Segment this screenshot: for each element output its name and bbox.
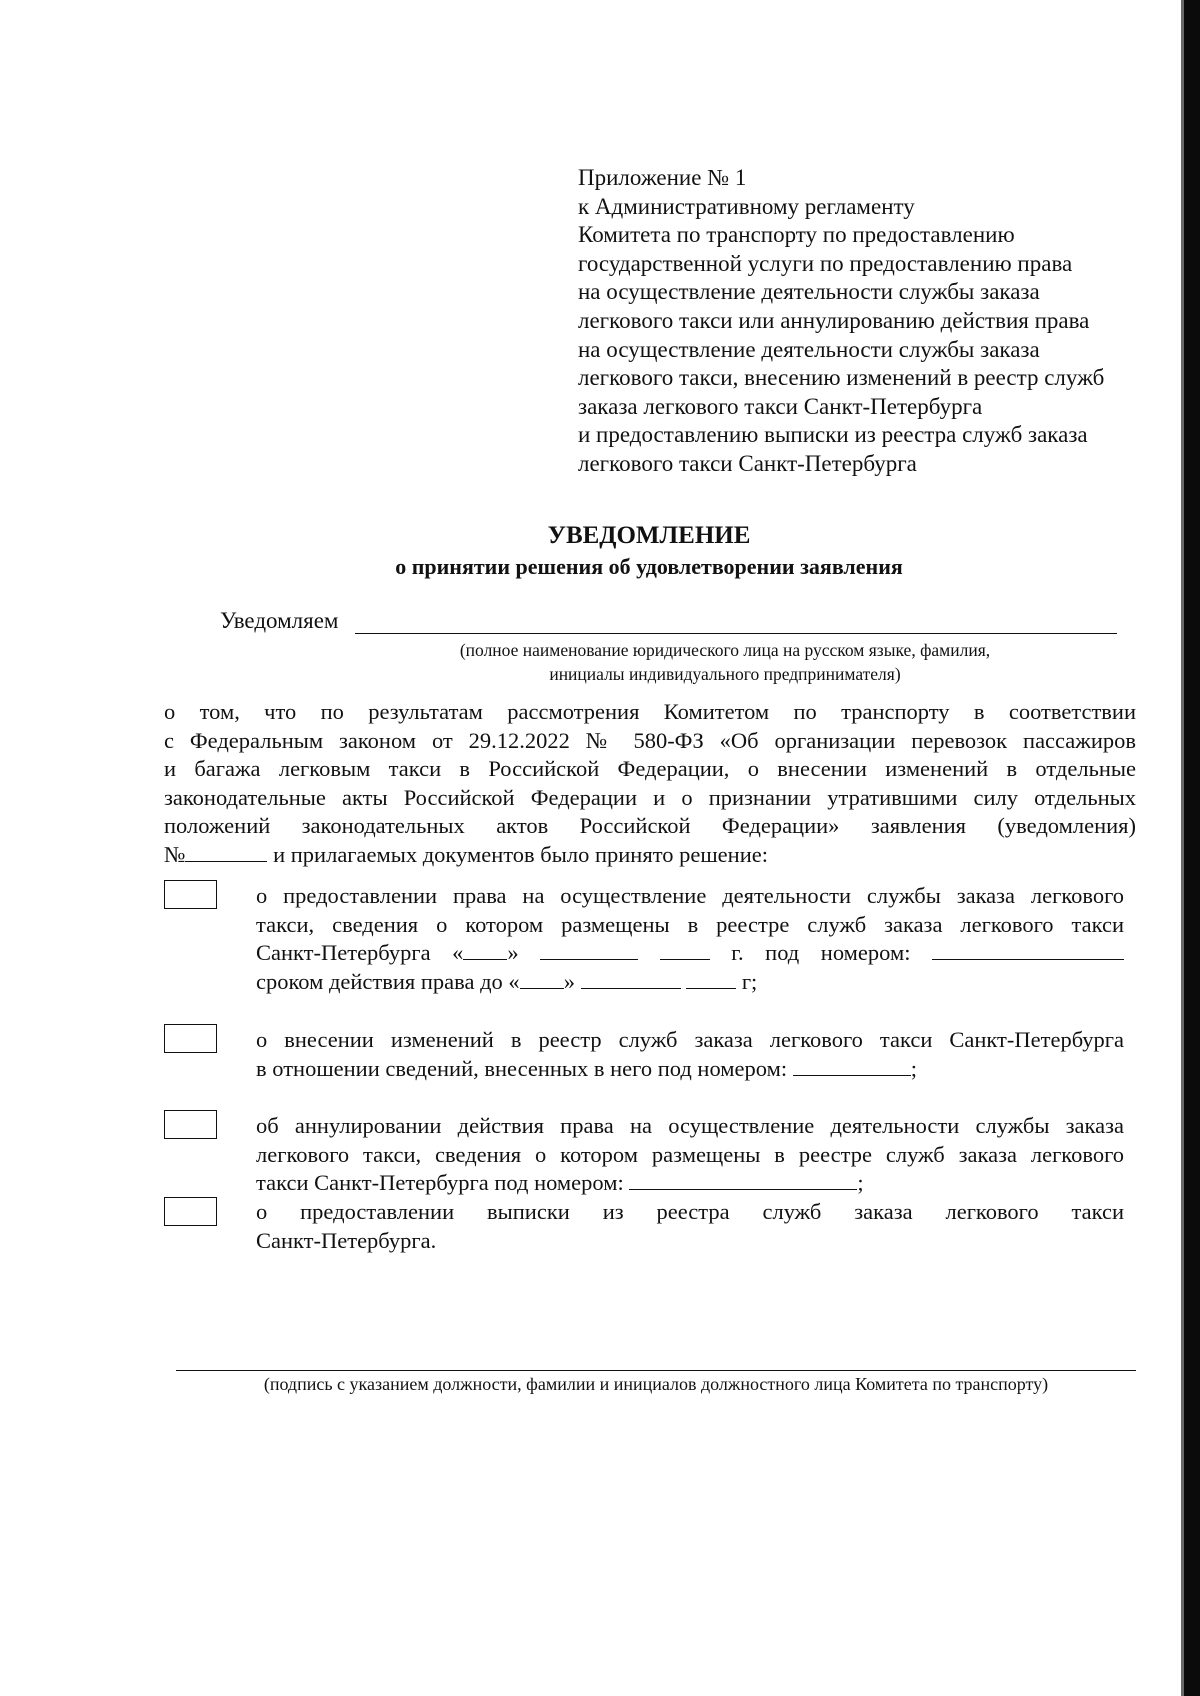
annul-line: легкового такси, сведения о котором размещены в реестре служб заказа легкового <box>256 1141 1124 1167</box>
grant-line: такси, сведения о котором размещены в реестре служб заказа легкового такси <box>256 911 1124 937</box>
appendix-line: на осуществление деятельности службы заказа <box>578 279 1040 305</box>
grant-number-label: г. под номером: <box>731 940 911 966</box>
appendix-line: и предоставлению выписки из реестра служб заказа <box>578 422 1088 448</box>
validity-month-field[interactable] <box>581 968 681 989</box>
signature-field[interactable] <box>176 1370 1136 1371</box>
body-paragraph <box>164 698 1136 870</box>
body-line: о том, что по результатам рассмотрения Комитетом по транспорту в соответствии <box>164 699 1136 724</box>
extract-line: о предоставлении выписки из реестра служб заказа легкового такси <box>256 1199 1124 1224</box>
body-line-last <box>164 841 1136 870</box>
document-title: УВЕДОМЛЕНИЕ <box>547 522 751 549</box>
grant-line: о предоставлении права на осуществление деятельности службы заказа легкового <box>256 883 1124 908</box>
validity-year-suffix: г; <box>741 968 758 994</box>
appendix-line: к Административному регламенту <box>578 193 915 219</box>
extract-line: Санкт-Петербурга. <box>256 1227 437 1253</box>
annul-checkbox[interactable] <box>164 1110 217 1139</box>
scan-edge <box>1184 0 1200 1696</box>
appendix-line: легкового такси или аннулированию действия права <box>578 307 1090 333</box>
extract-checkbox[interactable] <box>164 1197 217 1226</box>
grant-line-validity <box>256 968 1124 997</box>
grant-year-field[interactable] <box>660 939 710 960</box>
change-line-number <box>256 1055 1124 1084</box>
appendix-line: легкового такси, внесению изменений в реестр служб <box>578 365 1105 391</box>
appendix-line: Комитета по транспорту по предоставлению <box>578 222 1015 248</box>
annul-line: об аннулировании действия права на осуществление деятельности службы заказа <box>256 1113 1124 1138</box>
validity-year-field[interactable] <box>686 968 736 989</box>
grant-line-date <box>256 939 1124 968</box>
appendix-line: Приложение № 1 <box>578 165 747 190</box>
document-subtitle: о принятии решения об удовлетворении заявления <box>395 554 903 579</box>
change-line-end: ; <box>910 1055 917 1081</box>
grant-option-text <box>256 882 1124 996</box>
body-line: с Федеральным законом от 29.12.2022 № 580-ФЗ «Об организации перевозок пассажиров <box>164 727 1136 753</box>
appendix-block <box>578 164 1138 479</box>
grant-date-prefix: Санкт-Петербурга « <box>256 940 464 966</box>
change-checkbox[interactable] <box>164 1024 217 1053</box>
grant-day-field[interactable] <box>463 939 507 960</box>
change-number-field[interactable] <box>793 1055 911 1076</box>
extract-option-text <box>256 1198 1124 1255</box>
grant-month-field[interactable] <box>540 939 638 960</box>
change-line: о внесении изменений в реестр служб заказа легкового такси Санкт-Петербурга <box>256 1027 1124 1052</box>
validity-prefix: сроком действия права до « <box>256 968 520 994</box>
grant-number-field[interactable] <box>932 939 1124 960</box>
appendix-line: легкового такси Санкт-Петербурга <box>578 450 917 476</box>
recipient-name-field[interactable] <box>355 633 1117 634</box>
recipient-hint-line2: инициалы индивидуального предпринимателя) <box>549 664 901 684</box>
appendix-line: на осуществление деятельности службы заказа <box>578 336 1040 362</box>
body-line: и багажа легковым такси в Российской Федерации, о внесении изменений в отдельные <box>164 756 1136 782</box>
appendix-line: заказа легкового такси Санкт-Петербурга <box>578 393 983 419</box>
body-line: законодательные акты Российской Федерации и о признании утратившими силу отдельных <box>164 784 1136 810</box>
body-line-suffix: и прилагаемых документов было принято решение: <box>267 841 768 867</box>
annul-number-field[interactable] <box>629 1169 857 1190</box>
grant-date-close: » <box>507 940 519 966</box>
appendix-line: государственной услуги по предоставлению права <box>578 250 1073 276</box>
change-option-text <box>256 1026 1124 1083</box>
recipient-hint-line1: (полное наименование юридического лица на русском языке, фамилия, <box>459 640 991 660</box>
signature-caption: (подпись с указанием должности, фамилии и инициалов должностного лица Комитета по транспорту) <box>263 1374 1049 1394</box>
number-sign: № <box>164 841 186 867</box>
application-number-field[interactable] <box>185 841 267 862</box>
validity-date-close: » <box>563 968 575 994</box>
change-number-label: в отношении сведений, внесенных в него под номером: <box>256 1055 788 1081</box>
body-line: положений законодательных актов Российской Федерации» заявления (уведомления) <box>164 813 1136 839</box>
annul-line-number <box>256 1169 1124 1198</box>
annul-line-end: ; <box>857 1170 864 1196</box>
notify-label: Уведомляем <box>220 608 339 633</box>
grant-checkbox[interactable] <box>164 880 217 909</box>
annul-option-text <box>256 1112 1124 1198</box>
validity-day-field[interactable] <box>520 968 564 989</box>
annul-number-label: такси Санкт-Петербурга под номером: <box>256 1170 624 1196</box>
